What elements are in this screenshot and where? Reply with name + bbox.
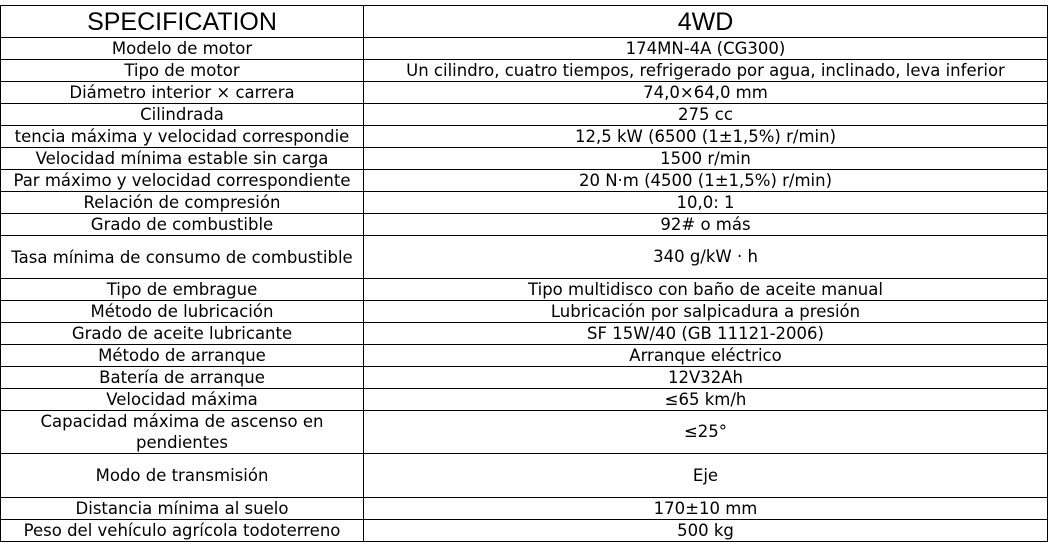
spec-label: tencia máxima y velocidad correspondie bbox=[1, 126, 364, 148]
spec-value: 74,0×64,0 mm bbox=[364, 82, 1048, 104]
spec-label: Grado de aceite lubricante bbox=[1, 323, 364, 345]
spec-value: 174MN-4A (CG300) bbox=[364, 38, 1048, 60]
table-row bbox=[1, 301, 1048, 323]
table-row bbox=[1, 104, 1048, 126]
table-row bbox=[1, 454, 1048, 498]
table-row bbox=[1, 82, 1048, 104]
header-value: 4WD bbox=[364, 6, 1048, 38]
table-row bbox=[1, 323, 1048, 345]
spec-label: Tipo de embrague bbox=[1, 279, 364, 301]
header-row bbox=[1, 6, 1048, 38]
table-row bbox=[1, 214, 1048, 236]
spec-value: 275 cc bbox=[364, 104, 1048, 126]
spec-value: 12V32Ah bbox=[364, 367, 1048, 389]
spec-value: Tipo multidisco con baño de aceite manual bbox=[364, 279, 1048, 301]
spec-value: Lubricación por salpicadura a presión bbox=[364, 301, 1048, 323]
spec-value: 92# o más bbox=[364, 214, 1048, 236]
spec-label: Cilindrada bbox=[1, 104, 364, 126]
table-row bbox=[1, 520, 1048, 542]
spec-value: 10,0: 1 bbox=[364, 192, 1048, 214]
spec-label: Modo de transmisión bbox=[1, 454, 364, 498]
spec-label: Peso del vehículo agrícola todoterreno bbox=[1, 520, 364, 542]
table-row bbox=[1, 148, 1048, 170]
header-label: SPECIFICATION bbox=[1, 6, 364, 38]
table-row bbox=[1, 126, 1048, 148]
spec-value: 340 g/kW · h bbox=[364, 236, 1048, 279]
table-row bbox=[1, 60, 1048, 82]
spec-value: Un cilindro, cuatro tiempos, refrigerado por agua, inclinado, leva inferior bbox=[364, 60, 1048, 82]
table-row bbox=[1, 389, 1048, 411]
spec-value: Eje bbox=[364, 454, 1048, 498]
spec-label: Método de lubricación bbox=[1, 301, 364, 323]
table-row bbox=[1, 498, 1048, 520]
spec-label: Modelo de motor bbox=[1, 38, 364, 60]
spec-label: Par máximo y velocidad correspondiente bbox=[1, 170, 364, 192]
spec-label: Diámetro interior × carrera bbox=[1, 82, 364, 104]
spec-value: 170±10 mm bbox=[364, 498, 1048, 520]
table-row bbox=[1, 279, 1048, 301]
spec-value: 20 N·m (4500 (1±1,5%) r/min) bbox=[364, 170, 1048, 192]
spec-value: 500 kg bbox=[364, 520, 1048, 542]
table-row bbox=[1, 192, 1048, 214]
table-row bbox=[1, 236, 1048, 279]
spec-label: Grado de combustible bbox=[1, 214, 364, 236]
spec-label: Tasa mínima de consumo de combustible bbox=[1, 236, 364, 279]
spec-label: Relación de compresión bbox=[1, 192, 364, 214]
spec-label: Método de arranque bbox=[1, 345, 364, 367]
table-row bbox=[1, 345, 1048, 367]
table-row bbox=[1, 170, 1048, 192]
spec-label: Distancia mínima al suelo bbox=[1, 498, 364, 520]
spec-value: 1500 r/min bbox=[364, 148, 1048, 170]
table-row bbox=[1, 38, 1048, 60]
spec-label: Velocidad máxima bbox=[1, 389, 364, 411]
spec-label: Capacidad máxima de ascenso en pendientes bbox=[1, 411, 364, 454]
specification-table bbox=[0, 5, 1048, 542]
spec-label: Velocidad mínima estable sin carga bbox=[1, 148, 364, 170]
spec-value: 12,5 kW (6500 (1±1,5%) r/min) bbox=[364, 126, 1048, 148]
spec-value: SF 15W/40 (GB 11121-2006) bbox=[364, 323, 1048, 345]
spec-value: Arranque eléctrico bbox=[364, 345, 1048, 367]
table-row bbox=[1, 411, 1048, 454]
spec-value: ≤25° bbox=[364, 411, 1048, 454]
spec-label: Tipo de motor bbox=[1, 60, 364, 82]
table-row bbox=[1, 367, 1048, 389]
spec-value: ≤65 km/h bbox=[364, 389, 1048, 411]
spec-label: Batería de arranque bbox=[1, 367, 364, 389]
